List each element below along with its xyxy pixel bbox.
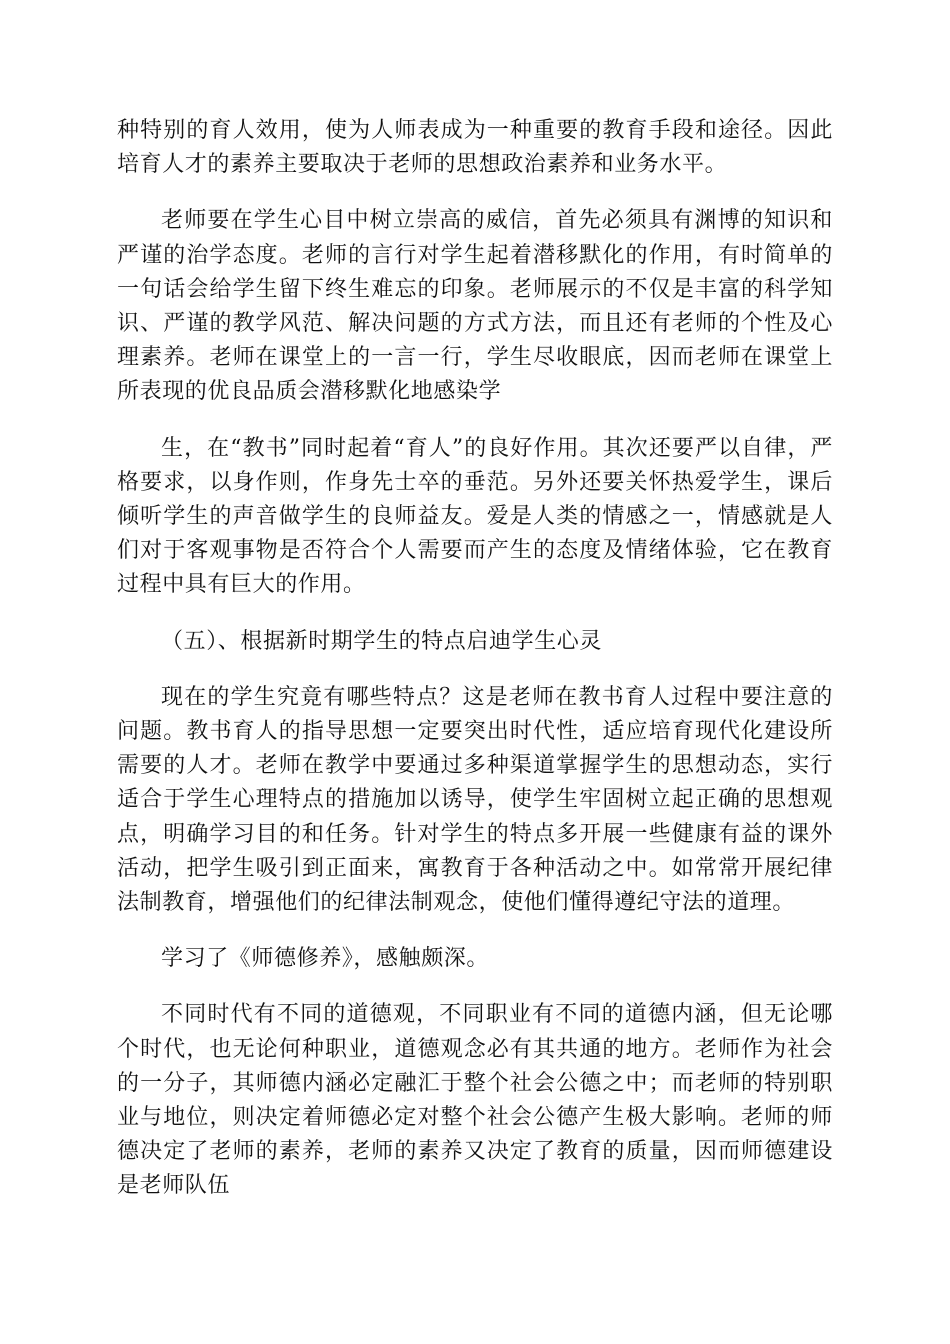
section-heading: （五）、根据新时期学生的特点启迪学生心灵	[161, 628, 603, 654]
paragraph-teacher-prestige: 老师要在学生心目中树立崇高的威信，首先必须具有渊博的知识和严谨的治学态度。老师的言行对学生起着潜移默化的作用，有时简单的一句话会给学生留下终生难忘的印象。老师展示的不仅是丰富的科学知识、严谨的教学风范、解决问题的方式方法，而且还有老师的个性及心理素养。老师在课堂上的一言一行，学生尽收眼底，因而老师在课堂上所表现的优良品质会潜移默化地感染学	[117, 208, 833, 405]
paragraph-study-reflection: 学习了《师德修养》，感触颇深。	[161, 946, 490, 972]
document-body	[117, 114, 833, 1226]
paragraph-student-characteristics: 现在的学生究竟有哪些特点？这是老师在教书育人过程中要注意的问题。教书育人的指导思想一定要突出时代性，适应培育现代化建设所需要的人才。老师在教学中要通过多种渠道掌握学生的思想动态，实行适合于学生心理特点的措施加以诱导，使学生牢固树立起正确的思想观点，明确学习目的和任务。针对学生的特点多开展一些健康有益的课外活动，把学生吸引到正面来，寓教育于各种活动之中。如常常开展纪律法制教育，增强他们的纪律法制观念，使他们懂得遵纪守法的道理。	[117, 684, 833, 916]
paragraph-morality: 不同时代有不同的道德观，不同职业有不同的道德内涵，但无论哪个时代，也无论何种职业，道德观念必有其共通的地方。老师作为社会的一分子，其师德内涵必定融汇于整个社会公德之中；而老师的特别职业与地位，则决定着师德必定对整个社会公德产生极大影响。老师的师德决定了老师的素养，老师的素养又决定了教育的质量，因而师德建设是老师队伍	[117, 1002, 833, 1199]
paragraph-teaching-and-educating: 生，在“教书”同时起着“育人”的良好作用。其次还要严以自律，严格要求，以身作则，作身先士卒的垂范。另外还要关怀热爱学生，课后倾听学生的声音做学生的良师益友。爱是人类的情感之一，情感就是人们对于客观事物是否符合个人需要而产生的态度及情绪体验，它在教育过程中具有巨大的作用。	[117, 435, 833, 598]
paragraph-continuation: 种特别的育人效用，使为人师表成为一种重要的教育手段和途径。因此培育人才的素养主要取决于老师的思想政治素养和业务水平。	[117, 118, 833, 178]
